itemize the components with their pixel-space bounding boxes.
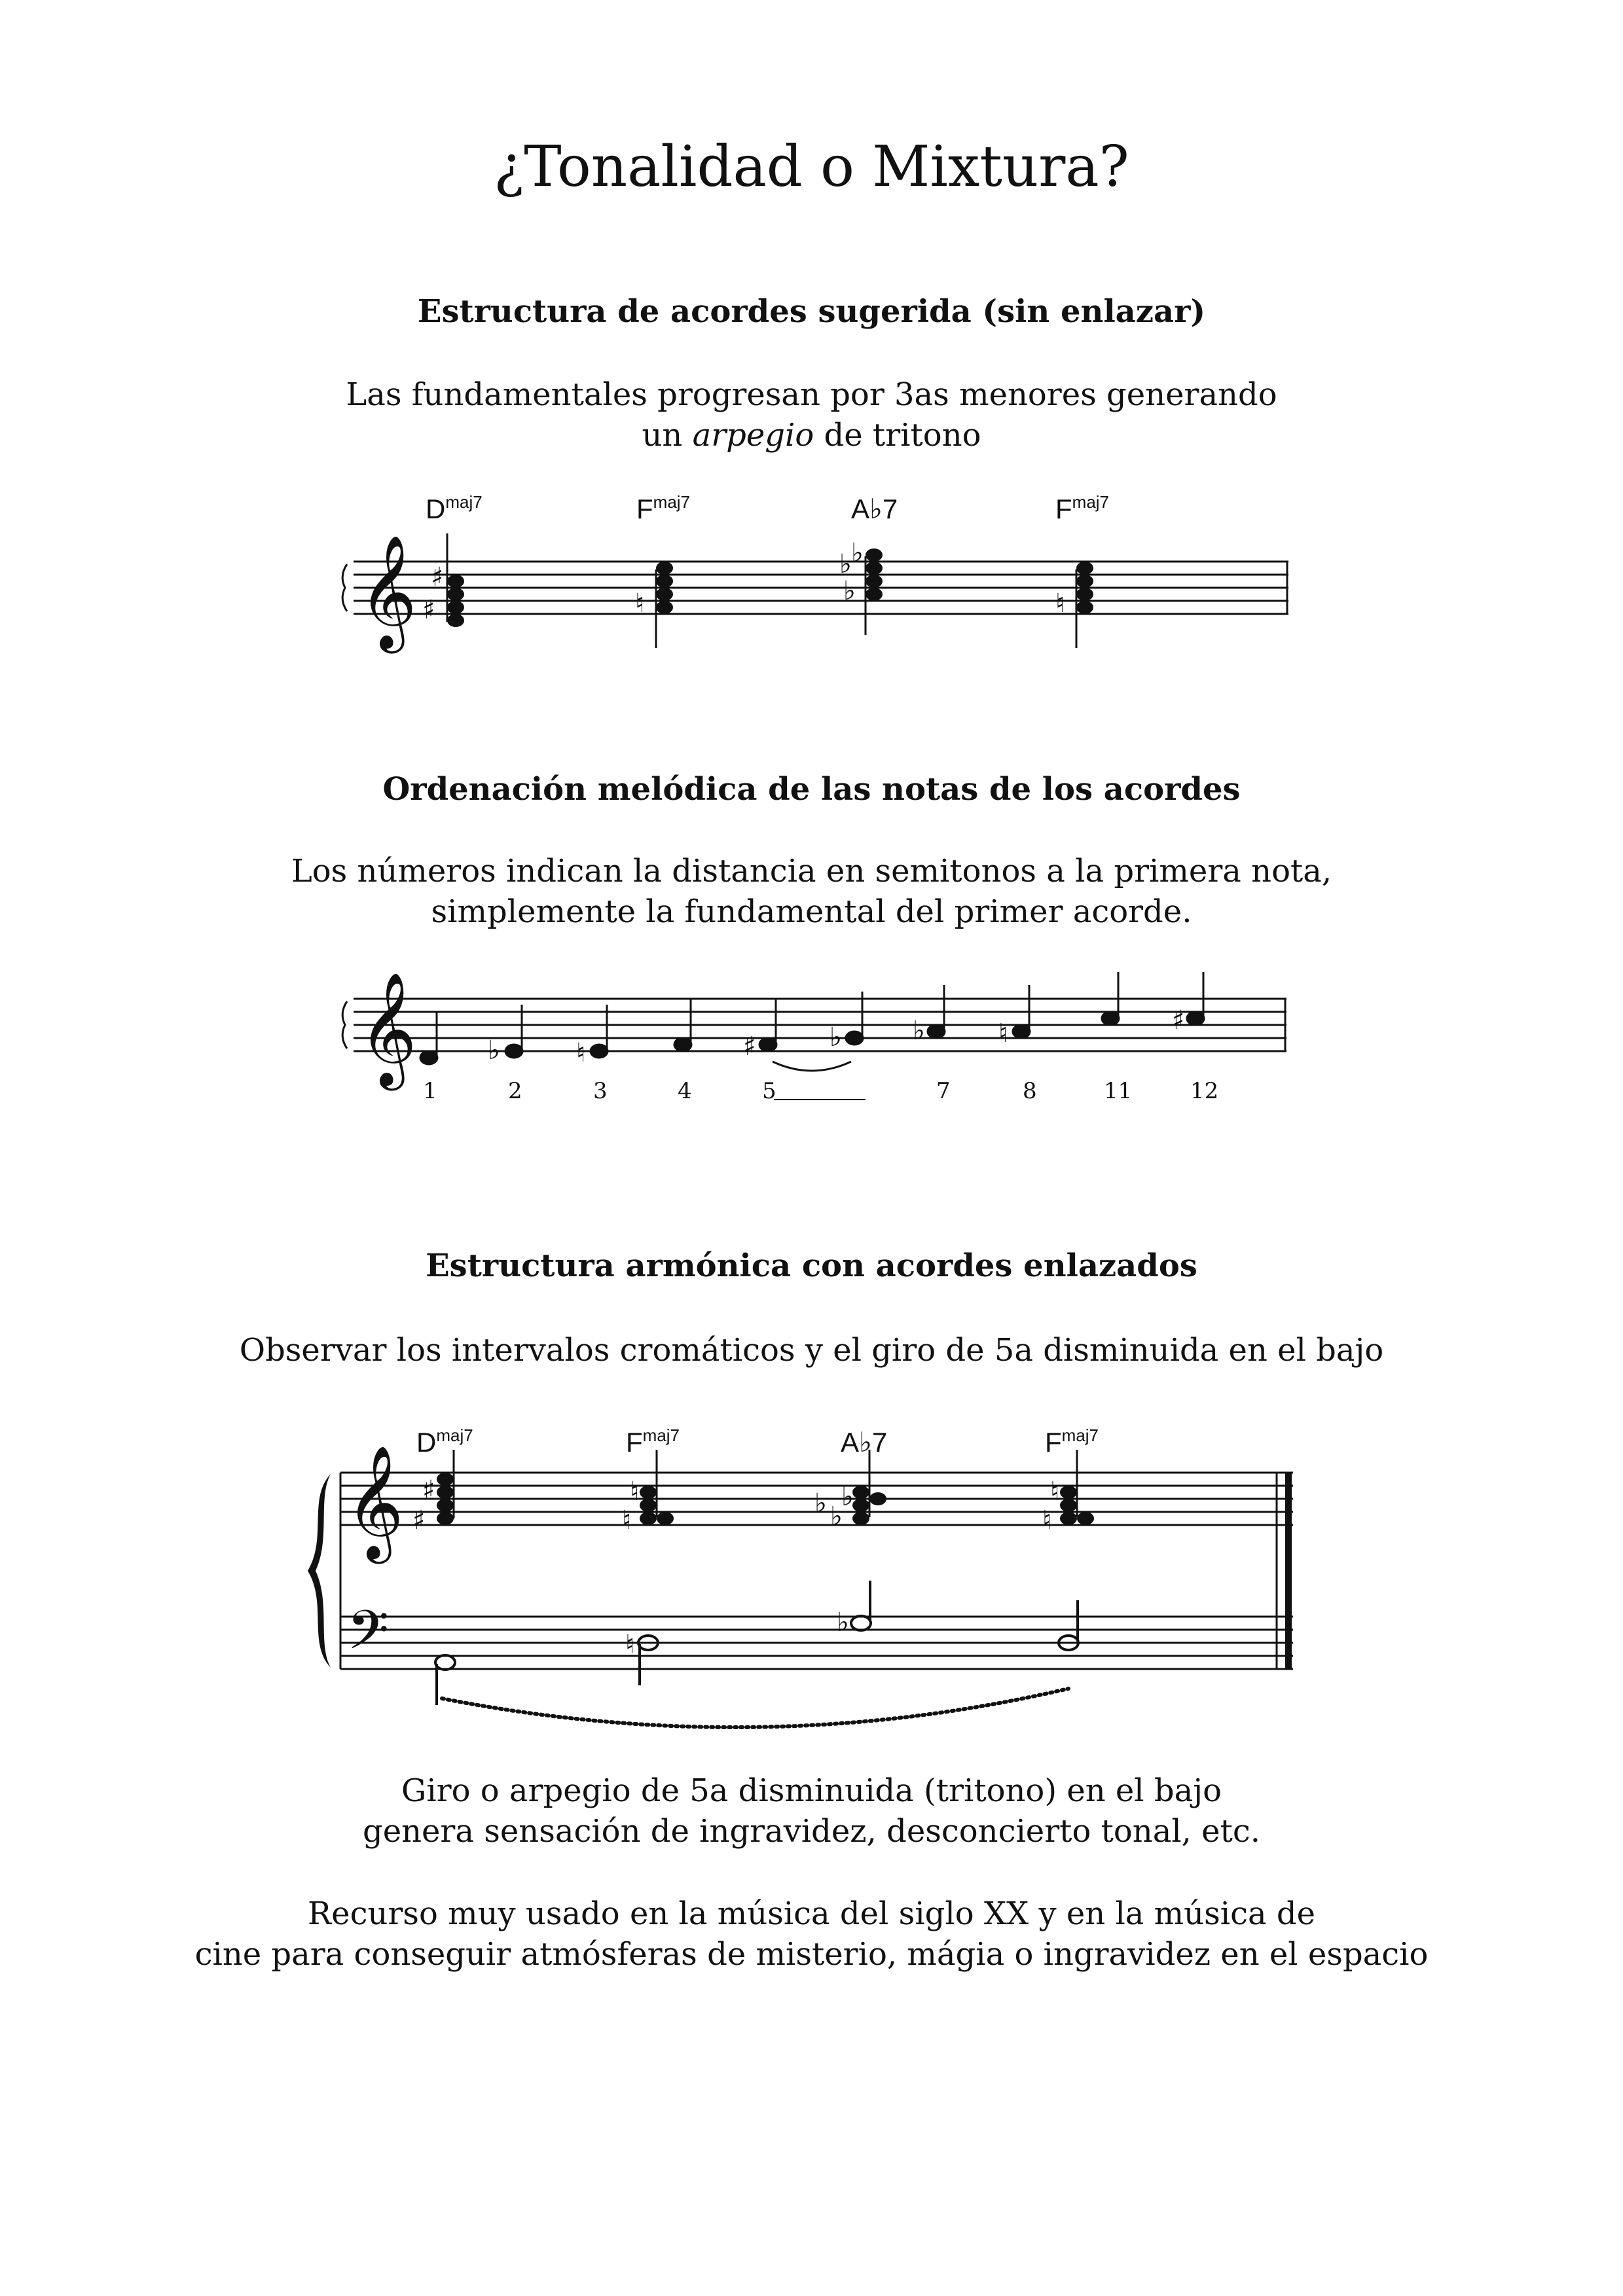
svg-text:♭: ♭ bbox=[830, 1501, 843, 1532]
tritone-dotted-arc bbox=[442, 1689, 1068, 1727]
section1-line1: Las fundamentales progresan por 3as menores generando bbox=[346, 376, 1277, 413]
section3-heading: Estructura armónica con acordes enlazados bbox=[426, 1247, 1197, 1284]
bass-clef-icon: 𝄢 bbox=[347, 1598, 390, 1675]
svg-text:♯: ♯ bbox=[431, 562, 444, 592]
treble-clef-icon: 𝄞 bbox=[359, 972, 417, 1086]
chord-symbol: $F^{maj7}$ bbox=[626, 1426, 680, 1458]
chord-symbol: $F^{maj7}$ bbox=[1045, 1426, 1099, 1458]
svg-text:♭: ♭ bbox=[843, 576, 856, 606]
svg-text:♯: ♯ bbox=[1172, 1005, 1185, 1035]
svg-text:♮: ♮ bbox=[635, 588, 645, 619]
svg-text:♮: ♮ bbox=[625, 1630, 635, 1660]
chord-symbol: $F^{maj7}$ bbox=[1055, 492, 1110, 524]
section2-line2: simplemente la fundamental del primer acorde. bbox=[431, 893, 1192, 930]
svg-text:♮: ♮ bbox=[576, 1038, 586, 1068]
treble-clef-icon: 𝄞 bbox=[346, 1445, 404, 1559]
footer-p2-line2: cine para conseguir atmósferas de misterio, mágia o ingravidez en el espacio bbox=[194, 1936, 1429, 1973]
svg-text:♭: ♭ bbox=[841, 1482, 854, 1512]
svg-text:♮: ♮ bbox=[630, 1477, 640, 1507]
staff-melodic-order bbox=[0, 962, 1623, 1126]
svg-text:3: 3 bbox=[593, 1078, 608, 1104]
page-title: ¿Tonalidad o Mixtura? bbox=[494, 134, 1129, 200]
svg-text:♮: ♮ bbox=[998, 1018, 1008, 1049]
svg-text:♯: ♯ bbox=[412, 1505, 426, 1535]
svg-text:4: 4 bbox=[678, 1078, 692, 1104]
section1-heading: Estructura de acordes sugerida (sin enlazar) bbox=[417, 293, 1206, 330]
svg-text:1: 1 bbox=[423, 1078, 437, 1104]
grand-staff-linked-chords bbox=[0, 1407, 1623, 1734]
svg-text:♭: ♭ bbox=[814, 1488, 827, 1518]
svg-text:♮: ♮ bbox=[1055, 588, 1065, 619]
svg-text:♮: ♮ bbox=[1050, 1477, 1060, 1507]
section2-heading: Ordenación melódica de las notas de los acordes bbox=[382, 771, 1241, 808]
melody-accidentals bbox=[488, 1005, 1184, 1068]
footer-p1-line2: genera sensación de ingravidez, desconcierto tonal, etc. bbox=[362, 1813, 1261, 1850]
section1-line2: un arpegio de tritono bbox=[642, 417, 981, 454]
chord-symbol: $D^{maj7}$ bbox=[416, 1426, 473, 1458]
chord-symbol: A♭7 bbox=[851, 493, 898, 524]
section3-line1: Observar los intervalos cromáticos y el giro de 5a disminuida en el bajo bbox=[239, 1332, 1384, 1369]
svg-text:♭: ♭ bbox=[830, 1022, 842, 1052]
bass-accidentals bbox=[625, 1607, 849, 1660]
svg-text:♭: ♭ bbox=[837, 1607, 849, 1638]
svg-text:♭: ♭ bbox=[851, 538, 864, 568]
svg-text:8: 8 bbox=[1023, 1078, 1037, 1104]
svg-text:♭: ♭ bbox=[913, 1016, 925, 1046]
svg-text:♯: ♯ bbox=[422, 595, 435, 625]
treble-chord-notes bbox=[437, 1450, 1094, 1525]
chord-symbol: $F^{maj7}$ bbox=[636, 492, 691, 524]
tie bbox=[773, 1062, 851, 1071]
svg-text:♮: ♮ bbox=[622, 1505, 632, 1535]
svg-text:♭: ♭ bbox=[839, 549, 852, 579]
footer-p1-line1: Giro o arpegio de 5a disminuida (tritono) en el bajo bbox=[401, 1772, 1222, 1809]
svg-text:♮: ♮ bbox=[1042, 1505, 1052, 1535]
chord-symbol: A♭7 bbox=[841, 1427, 888, 1458]
treble-clef-icon: 𝄞 bbox=[359, 535, 417, 649]
svg-text:5: 5 bbox=[762, 1078, 776, 1104]
svg-text:11: 11 bbox=[1104, 1078, 1133, 1104]
svg-text:♯: ♯ bbox=[422, 1475, 435, 1505]
svg-text:12: 12 bbox=[1190, 1078, 1219, 1104]
chord-symbol: $D^{maj7}$ bbox=[426, 492, 483, 524]
svg-text:2: 2 bbox=[508, 1078, 522, 1104]
footer-p2-line1: Recurso muy usado en la música del siglo XX y en la música de bbox=[308, 1895, 1315, 1932]
svg-text:♯: ♯ bbox=[743, 1031, 756, 1062]
chord-notes bbox=[839, 538, 883, 635]
treble-accidentals bbox=[412, 1475, 1059, 1535]
svg-text:7: 7 bbox=[936, 1078, 951, 1104]
svg-text:♭: ♭ bbox=[488, 1035, 500, 1066]
brace-icon bbox=[308, 1474, 331, 1668]
section2-line1: Los números indican la distancia en semitonos a la primera nota, bbox=[291, 853, 1332, 889]
staff-chords-unlinked bbox=[0, 478, 1623, 674]
